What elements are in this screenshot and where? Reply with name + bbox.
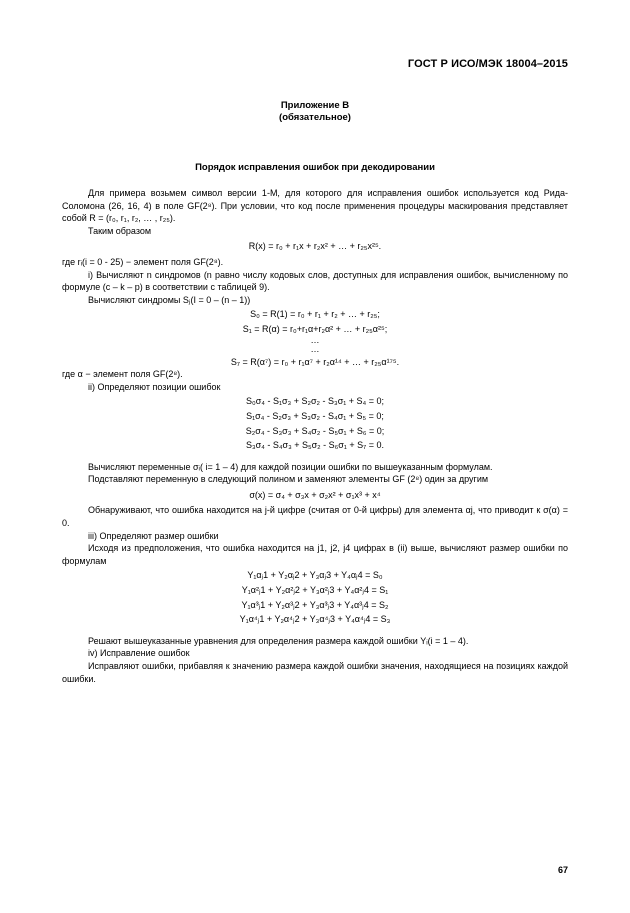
formula-ellipsis-1: … <box>310 334 320 345</box>
formula-ellipsis-2: … <box>310 343 320 354</box>
paragraph-step-iii: iii) Определяют размер ошибки <box>88 530 219 541</box>
paragraph-step-i: i) Вычисляют n синдромов (n равно числу кодовых слов, доступных для исправления ошибок, вычисленному по формуле (c – k – p) в соответствии с таблицей 9). <box>62 269 568 293</box>
annex-subtitle: (обязательное) <box>279 112 351 123</box>
formula-f4: Y₁α⁴ⱼ1 + Y₂α⁴ⱼ2 + Y₃α⁴ⱼ3 + Y₄α⁴ⱼ4 = S₃ <box>239 614 391 625</box>
paragraph-step-iv: iv) Исправление ошибок <box>88 648 190 659</box>
paragraph-correct: Исправляют ошибки, прибавляя к значению размера каждой ошибки значения, находящиеся на позициях каждой ошибки. <box>62 661 568 684</box>
formula-s0: S₀ = R(1) = r₀ + r₁ + r₂ + … + r₂₅; <box>250 309 380 320</box>
paragraph-thus: Таким образом <box>88 225 152 236</box>
formula-f2: Y₁α²ⱼ1 + Y₂α²ⱼ2 + Y₃α²ⱼ3 + Y₄α²ⱼ4 = S₁ <box>241 585 389 596</box>
formula-eq1: S₀σ₄ - S₁σ₃ + S₂σ₂ - S₃σ₁ + S₄ = 0; <box>246 396 384 407</box>
page-number: 67 <box>557 865 568 875</box>
paragraph-intro: Для примера возьмем символ версии 1-M, для которого для исправления ошибок используется код Рида-Соломона (26, 16, 4) в поле GF(2⁸). При условии, что код после применения процедуры маскирования представляет собой R = (r₀, r₁, r₂, … , r₂₅). <box>62 188 568 224</box>
paragraph-step-ii: ii) Определяют позиции ошибок <box>88 381 221 392</box>
formula-eq3: S₂σ₄ - S₃σ₃ + S₄σ₂ - S₅σ₁ + S₆ = 0; <box>245 425 385 436</box>
paragraph-where-ri: где rᵢ(i = 0 - 25) − элемент поля GF(2⁸). <box>62 256 224 267</box>
formula-f3: Y₁α³ⱼ1 + Y₂α³ⱼ2 + Y₃α³ⱼ3 + Y₄α³ⱼ4 = S₂ <box>241 599 389 610</box>
formula-eq2: S₁σ₄ - S₂σ₃ + S₃σ₂ - S₄σ₁ + S₅ = 0; <box>246 410 384 421</box>
paragraph-assume: Исходя из предположения, что ошибка находится на j1, j2, j4 цифрах в (ii) выше, вычисляют размер ошибки по формулам <box>62 543 568 566</box>
paragraph-detect: Обнаруживают, что ошибка находится на j-й цифре (считая от 0-й цифры) для элемента αj, что приводит к σ(α) = 0. <box>62 505 568 529</box>
paragraph-calc-syndromes: Вычисляют синдромы Sⱼ(I = 0 – (n – 1)) <box>88 294 251 305</box>
annex-heading <box>62 100 568 124</box>
paragraph-where-alpha: где α − элемент поля GF(2⁸). <box>62 369 183 380</box>
page-header <box>62 0 568 70</box>
paragraph-substitute: Подставляют переменную в следующий полином и заменяют элементы GF (2⁸) один за другим <box>88 474 489 485</box>
paragraph-solve: Решают вышеуказанные уравнения для определения размера каждой ошибки Yᵢ(i = 1 – 4). <box>88 635 469 646</box>
formula-eq4: S₃σ₄ - S₄σ₃ + S₅σ₂ - S₆σ₁ + S₇ = 0. <box>245 440 385 451</box>
formula-polynomial: σ(x) = σ₄ + σ₃x + σ₂x² + σ₁x³ + x⁴ <box>249 489 381 500</box>
section-title: Порядок исправления ошибок при декодировании <box>195 162 435 173</box>
formula-s1: S₁ = R(α) = r₀+r₁α+r₂α² + … + r₂₅α²⁵; <box>242 323 388 334</box>
annex-title: Приложение В <box>280 100 350 111</box>
formula-rx: R(x) = r₀ + r₁x + r₂x² + … + r₂₅x²⁵. <box>248 241 382 252</box>
formula-s7: S₇ = R(α⁷) = r₀ + r₁α⁷ + r₂α¹⁴ + … + r₂₅α¹⁷⁵. <box>230 356 400 367</box>
formula-f1: Y₁αⱼ1 + Y₂αⱼ2 + Y₃αⱼ3 + Y₄αⱼ4 = S₀ <box>247 570 383 581</box>
paragraph-calc-sigma: Вычисляют переменные σᵢ( i= 1 – 4) для каждой позиции ошибки по вышеуказанным формулам. <box>88 461 493 472</box>
standard-reference: ГОСТ Р ИСО/МЭК 18004–2015 <box>407 58 568 70</box>
